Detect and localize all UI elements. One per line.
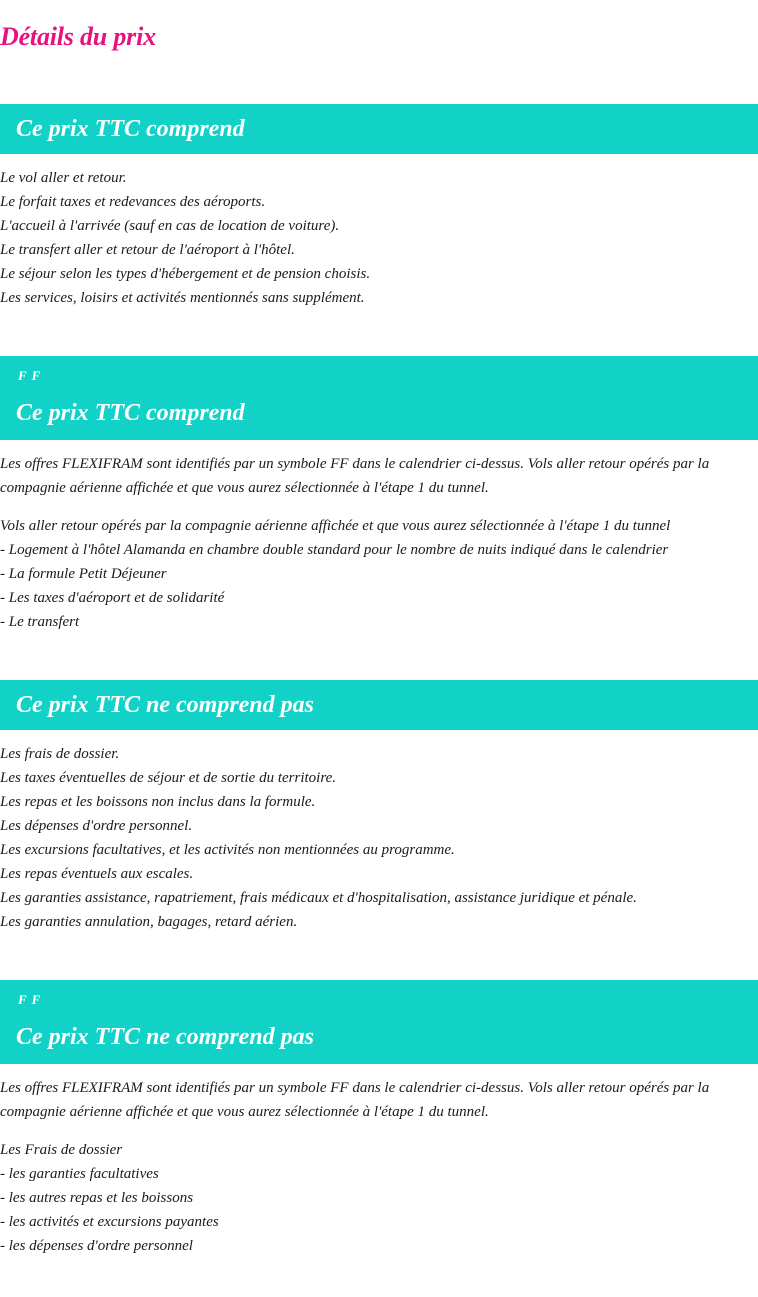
list-item: - Le transfert bbox=[0, 614, 80, 630]
list-item: - les activités et excursions payantes bbox=[0, 1214, 219, 1230]
spacer bbox=[0, 934, 758, 980]
section-heading: Ce prix TTC comprend bbox=[16, 116, 245, 142]
list-item: Les services, loisirs et activités mentionnés sans supplément. bbox=[0, 290, 365, 306]
section-header-included-standard bbox=[0, 104, 758, 154]
section-heading: Ce prix TTC comprend bbox=[16, 400, 245, 426]
section-header-excluded-flexifram bbox=[0, 980, 758, 1064]
list-item: Les excursions facultatives, et les activités non mentionnées au programme. bbox=[0, 842, 455, 858]
list-item: - Les taxes d'aéroport et de solidarité bbox=[0, 590, 225, 606]
list-item: Le forfait taxes et redevances des aéroports. bbox=[0, 194, 266, 210]
list-item: Les Frais de dossier bbox=[0, 1142, 123, 1158]
list-item: Les garanties annulation, bagages, retard aérien. bbox=[0, 914, 298, 930]
list-item: Les frais de dossier. bbox=[0, 746, 120, 762]
spacer bbox=[0, 310, 758, 356]
page-title: Détails du prix bbox=[0, 22, 156, 51]
section-intro: Les offres FLEXIFRAM sont identifiés par un symbole FF dans le calendrier ci-dessus. Vols aller retour opérés par la compagnie aérienne affichée et que vous aurez sélectionnée à l'étape 1 du tunnel. bbox=[0, 456, 710, 496]
list-item: - Logement à l'hôtel Alamanda en chambre double standard pour le nombre de nuits indiqué dans le calendrier bbox=[0, 542, 669, 558]
spacer bbox=[0, 1258, 758, 1276]
list-item: - La formule Petit Déjeuner bbox=[0, 566, 167, 582]
list-item: - les dépenses d'ordre personnel bbox=[0, 1238, 193, 1254]
list-item: Les dépenses d'ordre personnel. bbox=[0, 818, 193, 834]
list-item: Les repas et les boissons non inclus dans la formule. bbox=[0, 794, 316, 810]
list-item: - les garanties facultatives bbox=[0, 1166, 159, 1182]
section-line-list bbox=[0, 166, 744, 310]
section-body-included-flexifram bbox=[0, 440, 758, 634]
list-item: Vols aller retour opérés par la compagnie aérienne affichée et que vous aurez sélectionnée à l'étape 1 du tunnel bbox=[0, 518, 671, 534]
list-item: - les autres repas et les boissons bbox=[0, 1190, 194, 1206]
section-heading: Ce prix TTC ne comprend pas bbox=[16, 692, 314, 718]
spacer bbox=[0, 634, 758, 680]
list-item: Le vol aller et retour. bbox=[0, 170, 127, 186]
list-item: Les repas éventuels aux escales. bbox=[0, 866, 194, 882]
section-body-included-standard bbox=[0, 154, 758, 310]
list-item: Le séjour selon les types d'hébergement et de pension choisis. bbox=[0, 266, 371, 282]
list-item: Les taxes éventuelles de séjour et de sortie du territoire. bbox=[0, 770, 337, 786]
section-body-excluded-standard bbox=[0, 730, 758, 934]
section-intro: Les offres FLEXIFRAM sont identifiés par un symbole FF dans le calendrier ci-dessus. Vols aller retour opérés par la compagnie aérienne affichée et que vous aurez sélectionnée à l'étape 1 du tunnel. bbox=[0, 1080, 710, 1120]
list-item: L'accueil à l'arrivée (sauf en cas de location de voiture). bbox=[0, 218, 340, 234]
flexifram-badge: F F bbox=[18, 992, 42, 1007]
section-header-excluded-standard bbox=[0, 680, 758, 730]
spacer bbox=[0, 52, 758, 104]
list-item: Les garanties assistance, rapatriement, frais médicaux et d'hospitalisation, assistance juridique et pénale. bbox=[0, 890, 637, 906]
section-body-excluded-flexifram bbox=[0, 1064, 758, 1258]
section-line-list bbox=[0, 742, 744, 934]
list-item: Le transfert aller et retour de l'aéroport à l'hôtel. bbox=[0, 242, 295, 258]
section-heading: Ce prix TTC ne comprend pas bbox=[16, 1024, 314, 1050]
section-line-list bbox=[0, 1138, 744, 1258]
section-header-included-flexifram bbox=[0, 356, 758, 440]
flexifram-badge: F F bbox=[18, 368, 42, 383]
section-line-list bbox=[0, 514, 744, 634]
